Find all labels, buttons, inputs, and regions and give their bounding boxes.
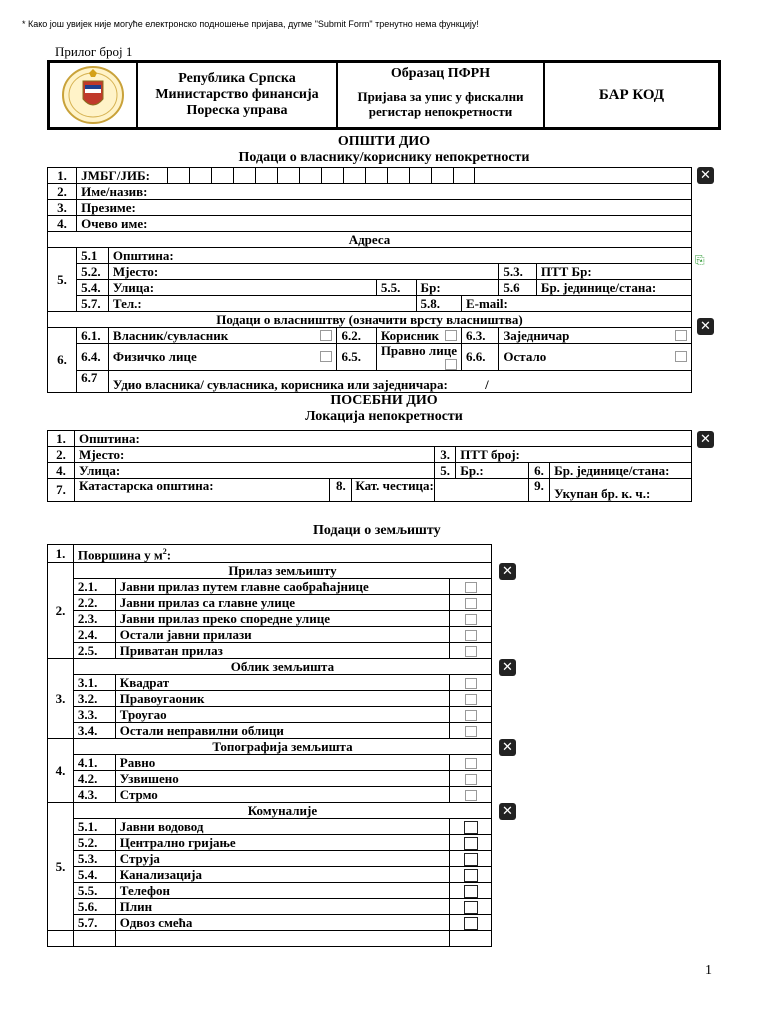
close-x-icon[interactable]: ✕	[499, 563, 516, 580]
location-table	[47, 430, 692, 502]
org-line-1: Република Српска	[178, 71, 296, 86]
loc-place-field[interactable]: Мјесто:	[75, 447, 435, 463]
special-subtitle: Локација непокретности	[305, 409, 463, 424]
other-option: Остало	[499, 344, 692, 371]
checkbox-cell	[450, 595, 492, 611]
legal-entity-option: Правно лице	[376, 344, 461, 371]
access-heading: Прилаз земљишту	[73, 563, 491, 579]
special-title: ПОСЕБНИ ДИО	[330, 393, 438, 408]
land-title: Подаци о земљишту	[313, 523, 441, 538]
row-number: 1.	[48, 168, 77, 184]
general-subtitle: Подаци о власнику/кориснику непокретности	[238, 150, 530, 165]
sub-number: 2.5.	[73, 643, 115, 659]
loc-unit-field[interactable]: Бр. јединице/стана:	[550, 463, 692, 479]
checkbox[interactable]	[465, 598, 477, 609]
checklist-label: Струја	[115, 851, 449, 867]
sub-number: 6.1.	[77, 328, 109, 344]
sub-number: 4.2.	[73, 771, 115, 787]
sub-number: 5.1.	[73, 819, 115, 835]
empty-cell	[115, 931, 449, 947]
sub-number: 5.7.	[77, 296, 109, 312]
checkbox[interactable]	[465, 774, 477, 785]
checklist-row	[48, 867, 492, 883]
checkbox-cell	[450, 851, 492, 867]
sub-number: 6.3.	[461, 328, 498, 344]
checklist-label: Јавни прилаз са главне улице	[115, 595, 449, 611]
share-field[interactable]: Удио власника/ сувласника, корисника или заједничара: /	[108, 371, 691, 393]
natural-person-option: Физичко лице	[108, 344, 337, 371]
notice-text: * Како још увијек није могуће електронско подношење пријава, дугме "Submit Form" тренутно нема функцију!	[22, 19, 479, 29]
checklist-row	[48, 691, 492, 707]
checkbox-cell	[450, 643, 492, 659]
sub-number: 3.2.	[73, 691, 115, 707]
form-title-block	[338, 63, 545, 127]
row-number: 4.	[48, 739, 74, 803]
checkbox-cell	[450, 707, 492, 723]
sub-number: 5.8.	[416, 296, 461, 312]
owner-option: Власник/сувласник	[108, 328, 337, 344]
row-number: 3.	[48, 200, 77, 216]
user-checkbox[interactable]	[445, 330, 457, 341]
sub-number: 5.3.	[73, 851, 115, 867]
close-x-icon[interactable]: ✕	[697, 431, 714, 448]
checkbox-cell	[450, 675, 492, 691]
checklist-row	[48, 915, 492, 931]
sub-number: 5.4.	[77, 280, 109, 296]
topo-heading: Топографија земљишта	[73, 739, 491, 755]
empty-cell	[450, 931, 492, 947]
form-title: Образац ПФРН	[390, 66, 491, 81]
checkbox-cell	[450, 883, 492, 899]
checkbox[interactable]	[465, 726, 477, 737]
checklist-row	[48, 595, 492, 611]
checklist-row	[48, 851, 492, 867]
sub-number: 6.2.	[337, 328, 376, 344]
close-x-icon[interactable]: ✕	[499, 739, 516, 756]
sub-number: 5.7.	[73, 915, 115, 931]
checkbox-cell	[450, 899, 492, 915]
checkbox[interactable]	[465, 758, 477, 769]
checkbox-cell	[450, 627, 492, 643]
joint-checkbox[interactable]	[675, 330, 687, 341]
checkbox[interactable]	[464, 853, 478, 866]
checklist-row	[48, 819, 492, 835]
checklist-label: Троугао	[115, 707, 449, 723]
jmbg-field[interactable]	[77, 168, 692, 184]
checklist-row	[48, 899, 492, 915]
checklist-row	[48, 707, 492, 723]
checkbox-cell	[450, 771, 492, 787]
checklist-row	[48, 579, 492, 595]
checkbox-cell	[450, 819, 492, 835]
father-name-field[interactable]: Очево име:	[77, 216, 692, 232]
checkbox-cell	[450, 915, 492, 931]
checkbox-cell	[450, 835, 492, 851]
checkbox[interactable]	[464, 901, 478, 914]
row-number: 4.	[48, 463, 75, 479]
checklist-row	[48, 723, 492, 739]
cadastral-municipality-field[interactable]: Катастарска општина:	[75, 479, 330, 502]
checkbox[interactable]	[464, 885, 478, 898]
cadastral-parcel-field[interactable]	[434, 479, 528, 502]
row-number: 3.	[434, 447, 455, 463]
checklist-row	[48, 883, 492, 899]
form-desc-1: Пријава за упис у фискални	[357, 89, 524, 104]
street-field[interactable]: Улица:	[108, 280, 376, 296]
checkbox-cell	[450, 691, 492, 707]
checklist-label: Остали јавни прилази	[115, 627, 449, 643]
barcode-box: БАР КОД	[598, 86, 665, 103]
sub-number: 5.1	[77, 248, 109, 264]
place-field[interactable]: Мјесто:	[108, 264, 499, 280]
checkbox-cell	[450, 611, 492, 627]
house-number-field[interactable]: Бр:	[416, 280, 499, 296]
checklist-label: Равно	[115, 755, 449, 771]
checkbox[interactable]	[465, 582, 477, 593]
unit-number-field[interactable]: Бр. јединице/стана:	[536, 280, 691, 296]
checklist-label: Телефон	[115, 883, 449, 899]
close-x-icon[interactable]: ✕	[697, 167, 714, 184]
row-number: 2.	[48, 447, 75, 463]
checklist-row	[48, 787, 492, 803]
sub-number: 2.2.	[73, 595, 115, 611]
checklist-label: Квадрат	[115, 675, 449, 691]
organization-block	[138, 63, 338, 127]
page-number: 1	[705, 963, 712, 978]
sub-number: 6.5.	[337, 344, 376, 371]
row-number: 2.	[48, 184, 77, 200]
form-header	[47, 60, 721, 130]
close-x-icon[interactable]: ✕	[697, 318, 714, 335]
general-title: ОПШТИ ДИО	[337, 134, 431, 149]
checklist-label: Стрмо	[115, 787, 449, 803]
row-number: 1.	[48, 431, 75, 447]
util-heading: Комуналије	[73, 803, 491, 819]
close-x-icon[interactable]: ✕	[499, 803, 516, 820]
checklist-label: Јавни прилаз преко споредне улице	[115, 611, 449, 627]
shape-heading: Облик земљишта	[73, 659, 491, 675]
checklist-label: Узвишено	[115, 771, 449, 787]
checklist-row	[48, 643, 492, 659]
checklist-label: Јавни водовод	[115, 819, 449, 835]
sub-number: 2.1.	[73, 579, 115, 595]
ownership-heading: Подаци о власништву (означити врсту власништва)	[48, 312, 692, 328]
legal-entity-checkbox[interactable]	[445, 359, 457, 370]
checkbox[interactable]	[465, 614, 477, 625]
row-number: 5.	[434, 463, 455, 479]
checkbox[interactable]	[465, 694, 477, 705]
sub-number: 5.5.	[376, 280, 416, 296]
add-row-icon[interactable]: ⎘	[695, 253, 705, 267]
checkbox[interactable]	[465, 710, 477, 721]
close-x-icon[interactable]: ✕	[499, 659, 516, 676]
checkbox[interactable]	[464, 837, 478, 850]
checklist-label: Одвоз смећа	[115, 915, 449, 931]
loc-municipality-field[interactable]: Општина:	[75, 431, 692, 447]
checklist-row	[48, 627, 492, 643]
loc-street-field[interactable]: Улица:	[75, 463, 435, 479]
checkbox[interactable]	[465, 646, 477, 657]
checkbox[interactable]	[465, 678, 477, 689]
sub-number: 2.4.	[73, 627, 115, 643]
sub-number: 6.4.	[77, 344, 109, 371]
joint-option: Заједничар	[499, 328, 692, 344]
sub-number: 5.6	[499, 280, 536, 296]
checklist-row	[48, 771, 492, 787]
loc-number-field[interactable]: Бр.:	[456, 463, 528, 479]
other-checkbox[interactable]	[675, 351, 687, 362]
jmbg-label: ЈМБГ/ЈИБ:	[81, 167, 150, 183]
cadastral-parcel-label: Кат. честица:	[355, 478, 434, 493]
municipality-field[interactable]: Општина:	[108, 248, 691, 264]
checklist-label: Централно гријање	[115, 835, 449, 851]
user-option: Корисник	[376, 328, 461, 344]
sub-number: 4.1.	[73, 755, 115, 771]
postal-field[interactable]: ПТТ Бр:	[536, 264, 691, 280]
coat-of-arms-logo	[50, 63, 138, 127]
org-line-3: Пореска управа	[186, 103, 288, 118]
checklist-label: Остали неправилни облици	[115, 723, 449, 739]
checklist-label: Правоугаоник	[115, 691, 449, 707]
checkbox[interactable]	[464, 869, 478, 882]
checkbox-cell	[450, 787, 492, 803]
org-line-2: Министарство финансија	[155, 87, 319, 102]
loc-postal-field[interactable]: ПТТ број:	[456, 447, 692, 463]
checklist-row	[48, 675, 492, 691]
empty-cell	[73, 931, 115, 947]
checklist-label: Јавни прилаз путем главне саобраћајнице	[115, 579, 449, 595]
sub-number: 3.4.	[73, 723, 115, 739]
sub-number: 5.6.	[73, 899, 115, 915]
row-number: 6.	[48, 328, 77, 393]
area-field[interactable]: Површина у $м^2$:	[73, 545, 491, 563]
row-number: 5.	[48, 803, 74, 931]
sub-number: 6.6.	[461, 344, 498, 371]
sub-number: 4.3.	[73, 787, 115, 803]
checklist-label: Канализација	[115, 867, 449, 883]
checkbox-cell	[450, 755, 492, 771]
name-field[interactable]: Име/назив:	[77, 184, 692, 200]
owner-checkbox[interactable]	[320, 330, 332, 341]
sub-number: 5.5.	[73, 883, 115, 899]
checkbox[interactable]	[464, 821, 478, 834]
row-number: 2.	[48, 563, 74, 659]
checkbox[interactable]	[465, 790, 477, 801]
checklist-row	[48, 611, 492, 627]
checklist-row	[48, 835, 492, 851]
checklist-label: Плин	[115, 899, 449, 915]
sub-number: 5.2.	[73, 835, 115, 851]
annex-label: Прилог број 1	[55, 44, 133, 59]
row-number: 5.	[48, 248, 77, 312]
jmbg-digit-boxes[interactable]	[167, 168, 475, 183]
surname-field[interactable]: Презиме:	[77, 200, 692, 216]
sub-number: 3.3.	[73, 707, 115, 723]
checklist-label: Приватан прилаз	[115, 643, 449, 659]
checklist-row	[48, 755, 492, 771]
email-field[interactable]: E-mail:	[461, 296, 691, 312]
sub-number: 5.3.	[499, 264, 536, 280]
natural-person-checkbox[interactable]	[320, 351, 332, 362]
owner-table	[47, 167, 692, 393]
sub-number: 2.3.	[73, 611, 115, 627]
checkbox[interactable]	[465, 630, 477, 641]
sub-number: 5.2.	[77, 264, 109, 280]
row-number: 6.	[528, 463, 549, 479]
empty-cell	[48, 931, 74, 947]
checkbox-cell	[450, 867, 492, 883]
row-number: 3.	[48, 659, 74, 739]
total-parcels-field[interactable]: Укупан бр. к. ч.:	[550, 479, 692, 502]
checkbox-cell	[450, 723, 492, 739]
row-number: 4.	[48, 216, 77, 232]
sub-number: 6.7	[77, 371, 109, 393]
form-desc-2: регистар непокретности	[368, 104, 513, 119]
checkbox-cell	[450, 579, 492, 595]
row-number: 1.	[48, 545, 74, 563]
land-table	[47, 544, 492, 947]
row-number-8: 8. Кат. честица:	[330, 479, 435, 502]
row-number: 9.	[528, 479, 549, 502]
address-heading: Адреса	[48, 232, 692, 248]
sub-number: 3.1.	[73, 675, 115, 691]
checkbox[interactable]	[464, 917, 478, 930]
row-number: 7.	[48, 479, 75, 502]
phone-field[interactable]: Тел.:	[108, 296, 416, 312]
sub-number: 5.4.	[73, 867, 115, 883]
